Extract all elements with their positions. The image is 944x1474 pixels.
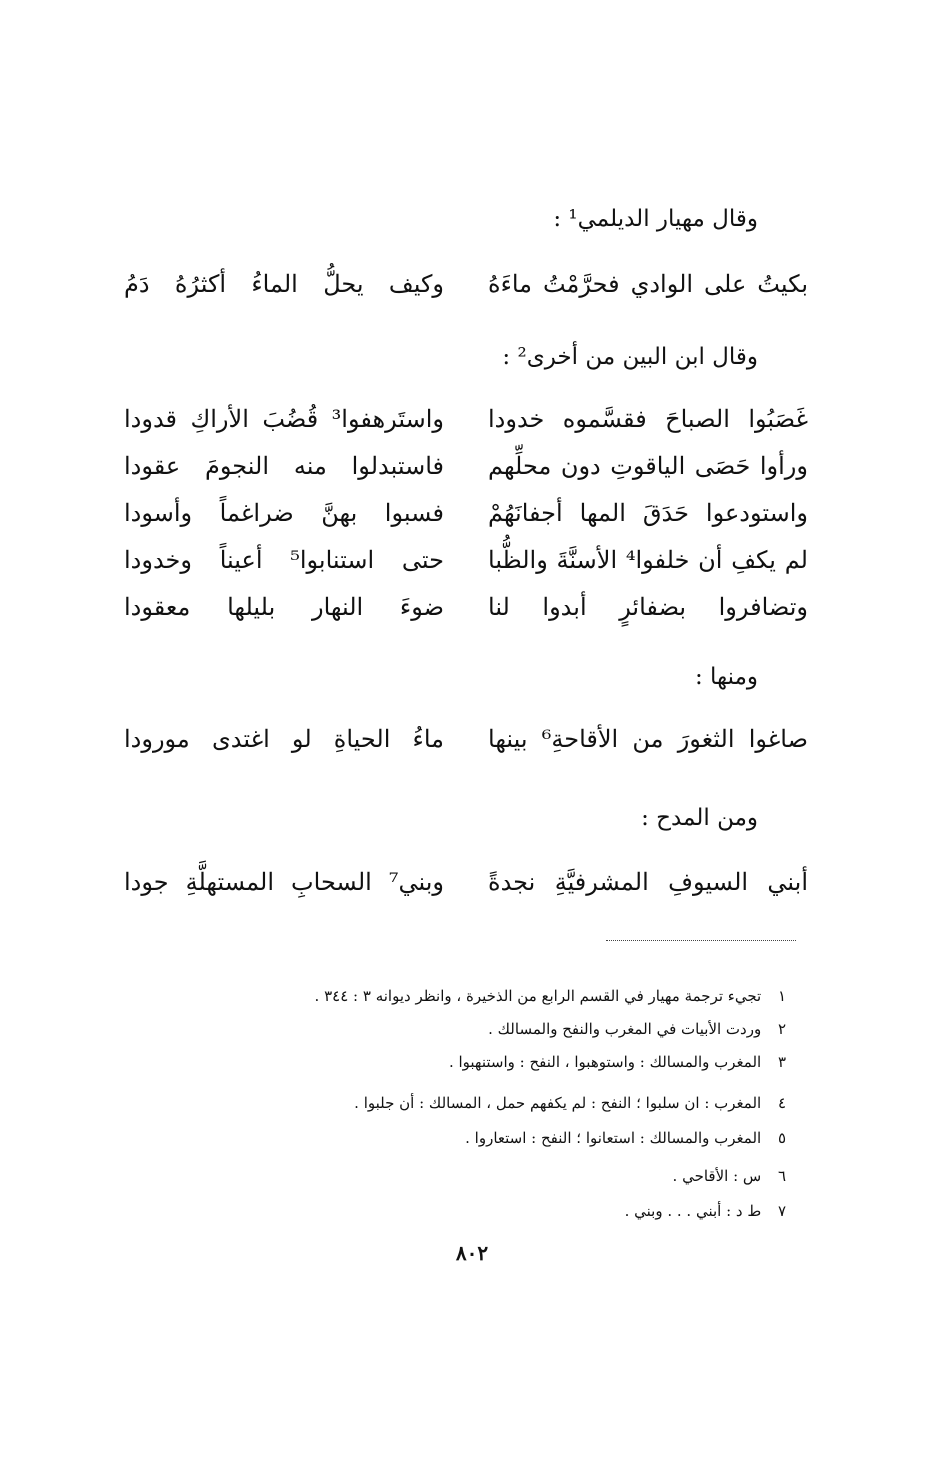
footnote-text: تجيء ترجمة مهيار في القسم الرابع من الذخيرة ، وانظر ديوانه ٣ : ٣٤٤ . — [314, 987, 762, 1005]
verse-first-hemistich: ورأوا حَصَى الياقوتِ دون محلِّهم — [488, 452, 808, 480]
verse-line — [124, 540, 808, 580]
verse-first-hemistich: غَصَبُوا الصباحَ فقسَّموه خدودا — [488, 405, 808, 433]
verse-second-hemistich: ضوءَ النهار بليلها معقودا — [124, 593, 444, 621]
verse-second-hemistich: حتى استنابوا⁵ أعيناً وخدودا — [124, 546, 444, 574]
verse-first-hemistich: لم يكفِ أن خلفوا⁴ الأسنَّةَ والظُّبا — [488, 546, 808, 574]
footnote-text: المغرب والمسالك : استعانوا ؛ النفح : استعاروا . — [465, 1129, 762, 1147]
footnote-text: المغرب والمسالك : واستوهبوا ، النفح : واستنهبوا . — [448, 1053, 762, 1071]
page-number: ٨٠٢ — [455, 1241, 489, 1265]
footnote — [166, 1090, 786, 1116]
verse-line — [124, 587, 808, 627]
footnote — [166, 1049, 786, 1075]
footnote-text: س : الأقاحي . — [672, 1167, 762, 1185]
verse-first-hemistich: بكيتُ على الوادي فحرَّمْتُ ماءَهُ — [488, 270, 808, 298]
verse-line — [124, 862, 808, 902]
verse-second-hemistich: وبني⁷ السحابِ المستهلَّةِ جودا — [124, 868, 444, 896]
footnote — [166, 1016, 786, 1042]
footnote-number: ٤ — [777, 1094, 786, 1112]
intro-line: ومن المدح : — [641, 805, 758, 831]
intro-line: وقال ابن البين من أخرى² : — [502, 344, 758, 370]
footnote — [166, 1163, 786, 1189]
verse-line — [124, 399, 808, 439]
verse-line — [124, 493, 808, 533]
verse-first-hemistich: صاغوا الثغورَ من الأقاحةِ⁶ بينها — [488, 725, 808, 753]
intro-line: ومنها : — [694, 664, 758, 690]
verse-second-hemistich: فسبوا بهنَّ ضراغماً وأسودا — [124, 499, 444, 527]
verse-second-hemistich: فاستبدلوا منه النجومَ عقودا — [124, 452, 444, 480]
verse-first-hemistich: وتضافروا بضفائرٍ أبدوا لنا — [488, 593, 808, 621]
footnote-number: ٥ — [777, 1129, 786, 1147]
intro-line: وقال مهيار الديلمي¹ : — [553, 206, 758, 232]
footnote-number: ٣ — [777, 1053, 786, 1071]
verse-first-hemistich: أبني السيوفِ المشرفيَّةِ نجدةً — [488, 868, 808, 896]
footnote-text: المغرب : ان سلبوا ؛ النفح : لم يكفهم حمل ، المسالك : أن جلبوا . — [354, 1094, 762, 1112]
verse-second-hemistich: وكيف يحلُّ الماءُ أكثرُهُ دَمُ — [124, 270, 444, 298]
footnote — [166, 1125, 786, 1151]
footnote — [166, 1198, 786, 1224]
verse-first-hemistich: واستودعوا حَدَقَ المها أجفانَهُمْ — [488, 499, 808, 527]
verse-line — [124, 264, 808, 304]
verse-line — [124, 446, 808, 486]
verse-second-hemistich: ماءُ الحياةِ لو اغتدى مورودا — [124, 725, 444, 753]
footnote-number: ٧ — [777, 1202, 786, 1220]
footnote-text: وردت الأبيات في المغرب والنفح والمسالك . — [488, 1020, 762, 1038]
footnote — [166, 983, 786, 1009]
footnote-number: ٦ — [777, 1167, 786, 1185]
footnote-number: ٢ — [777, 1020, 786, 1038]
footnote-text: ط د : أبني . . . وبني . — [624, 1202, 762, 1220]
footnote-divider — [606, 940, 796, 941]
verse-second-hemistich: واستَرهفوا³ قُضُبَ الأراكِ قدودا — [124, 405, 444, 433]
footnote-number: ١ — [777, 987, 786, 1005]
verse-line — [124, 719, 808, 759]
